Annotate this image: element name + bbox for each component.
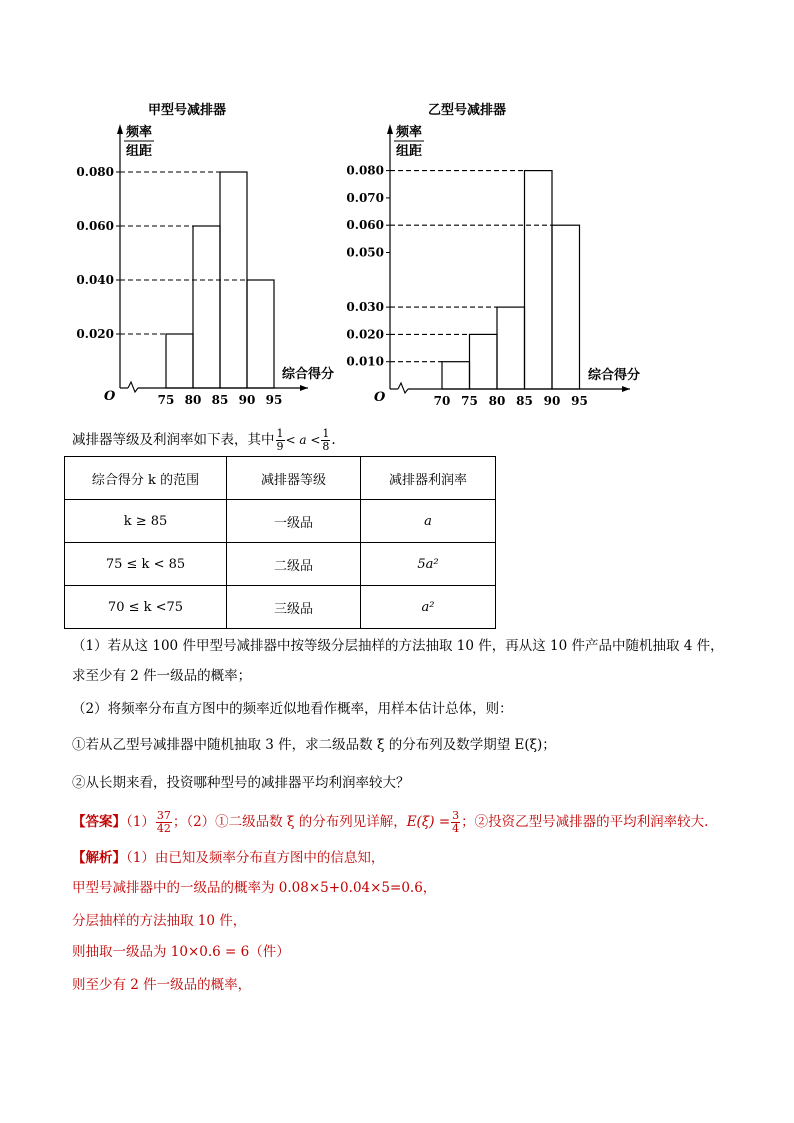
y-tick-label: 0.010 <box>346 354 384 369</box>
table-cell: 75 ≤ k < 85 <box>65 543 227 586</box>
y-tick-label: 0.080 <box>76 165 114 179</box>
analysis-line-4: 则抽取一级品为 10×0.6 = 6（件） <box>72 944 290 960</box>
x-tick-label: 95 <box>571 394 588 408</box>
y-label-bottom: 组距 <box>396 144 423 159</box>
answer-part2: ；（2）①二级品数 ξ 的分布列见详解， <box>172 814 407 830</box>
intro-inequality: < a < <box>285 433 321 447</box>
table-cell: a² <box>361 586 496 629</box>
analysis-line-2: 甲型号减排器中的一级品的概率为 0.08×5+0.04×5=0.6， <box>72 880 437 896</box>
intro-end: . <box>331 432 336 448</box>
x-tick-label: 75 <box>157 393 175 407</box>
table-cell: a <box>361 500 496 543</box>
answer-line <box>72 810 708 835</box>
histogram-bar <box>525 171 553 389</box>
histogram-bar <box>247 280 274 388</box>
y-tick-label: 0.080 <box>346 163 384 178</box>
histogram-yi-svg <box>340 96 660 416</box>
table-cell: 70 ≤ k <75 <box>65 586 227 629</box>
intro-text: 减排器等级及利润率如下表，其中 <box>72 432 275 448</box>
x-tick-label: 90 <box>238 393 256 407</box>
answer-expectation: E(ξ) = <box>406 814 451 830</box>
question-1a: （1）若从这 100 件甲型号减排器中按等级分层抽样的方法抽取 10 件，再从这 10 件产品中随机抽取 4 件， <box>72 638 724 654</box>
table-header-cell: 综合得分 k 的范围 <box>65 457 227 500</box>
table-header-cell: 减排器利润率 <box>361 457 496 500</box>
answer-part4: ；②投资乙型号减排器的平均利润率较大. <box>461 814 709 830</box>
x-tick-label: 85 <box>211 393 229 407</box>
table-cell: 三级品 <box>227 586 361 629</box>
x-axis-label: 综合得分 <box>588 368 641 383</box>
table-row <box>65 500 496 543</box>
analysis-tag: 【解析】 <box>72 850 126 866</box>
histogram-bar <box>442 362 470 389</box>
answer-tag: 【答案】 <box>72 814 126 830</box>
analysis-line-3: 分层抽样的方法抽取 10 件， <box>72 913 247 929</box>
y-label-bottom: 组距 <box>126 144 153 159</box>
origin-label: O <box>374 390 386 405</box>
histogram-bar <box>193 226 220 388</box>
y-label-top: 频率 <box>396 125 423 140</box>
histogram-bar <box>497 307 525 389</box>
question-2: （2）将频率分布直方图中的频率近似地看作概率，用样本估计总体，则： <box>72 701 513 717</box>
x-tick-label: 95 <box>265 393 283 407</box>
histogram-jia-svg <box>60 96 335 416</box>
y-tick-label: 0.060 <box>76 219 114 233</box>
x-tick-label: 85 <box>516 394 533 408</box>
chart-title: 乙型号减排器 <box>428 103 507 118</box>
x-axis-arrow <box>300 385 308 391</box>
question-2-1: ①若从乙型号减排器中随机抽取 3 件，求二级品数 ξ 的分布列及数学期望 E(ξ)； <box>72 737 556 753</box>
table-row <box>65 586 496 629</box>
question-2-2: ②从长期来看，投资哪种型号的减排器平均利润率较大？ <box>72 775 410 791</box>
histogram-bar <box>470 334 498 389</box>
chart-title: 甲型号减排器 <box>148 103 227 118</box>
x-axis-arrow <box>622 386 630 392</box>
question-1b: 求至少有 2 件一级品的概率； <box>72 668 252 684</box>
x-tick-label: 75 <box>461 394 478 408</box>
x-axis-label: 综合得分 <box>282 367 335 382</box>
y-tick-label: 0.030 <box>346 300 384 315</box>
y-tick-label: 0.020 <box>76 327 114 341</box>
analysis-line-1 <box>72 848 384 868</box>
x-tick-label: 90 <box>543 394 561 408</box>
y-tick-label: 0.060 <box>346 218 384 233</box>
y-tick-label: 0.020 <box>346 327 384 342</box>
answer-part1: （1） <box>126 814 155 830</box>
x-tick-label: 80 <box>184 393 202 407</box>
table-cell: k ≥ 85 <box>65 500 227 543</box>
y-axis-arrow <box>387 124 393 134</box>
histogram-jia <box>60 96 335 416</box>
y-tick-label: 0.070 <box>346 190 384 205</box>
origin-label: O <box>104 389 116 404</box>
histogram-bar <box>166 334 193 388</box>
intro-fraction-2: $\frac{1}{8}$ <box>322 427 330 453</box>
answer-fraction-1: $\frac{37}{42}$ <box>156 809 171 835</box>
analysis-line-5: 则至少有 2 件一级品的概率， <box>72 977 252 993</box>
y-label-top: 频率 <box>126 125 153 140</box>
x-tick-label: 70 <box>433 394 451 408</box>
y-tick-label: 0.040 <box>76 273 114 287</box>
y-tick-label: 0.050 <box>346 245 384 260</box>
table-cell: 5a² <box>361 543 496 586</box>
y-axis-arrow <box>117 124 123 134</box>
table-cell: 一级品 <box>227 500 361 543</box>
histogram-bar <box>552 225 580 389</box>
x-tick-label: 80 <box>488 394 506 408</box>
answer-fraction-2: $\frac{3}{4}$ <box>452 809 460 835</box>
histogram-yi <box>340 96 660 416</box>
grade-profit-table <box>64 456 496 629</box>
x-axis-break <box>128 382 138 392</box>
intro-fraction-1: $\frac{1}{9}$ <box>276 427 284 453</box>
table-header-cell: 减排器等级 <box>227 457 361 500</box>
analysis-text-1: （1）由已知及频率分布直方图中的信息知， <box>126 850 385 866</box>
table-row <box>65 543 496 586</box>
x-axis-break <box>398 383 408 393</box>
table-intro <box>72 428 336 453</box>
table-cell: 二级品 <box>227 543 361 586</box>
table-header-row <box>65 457 496 500</box>
